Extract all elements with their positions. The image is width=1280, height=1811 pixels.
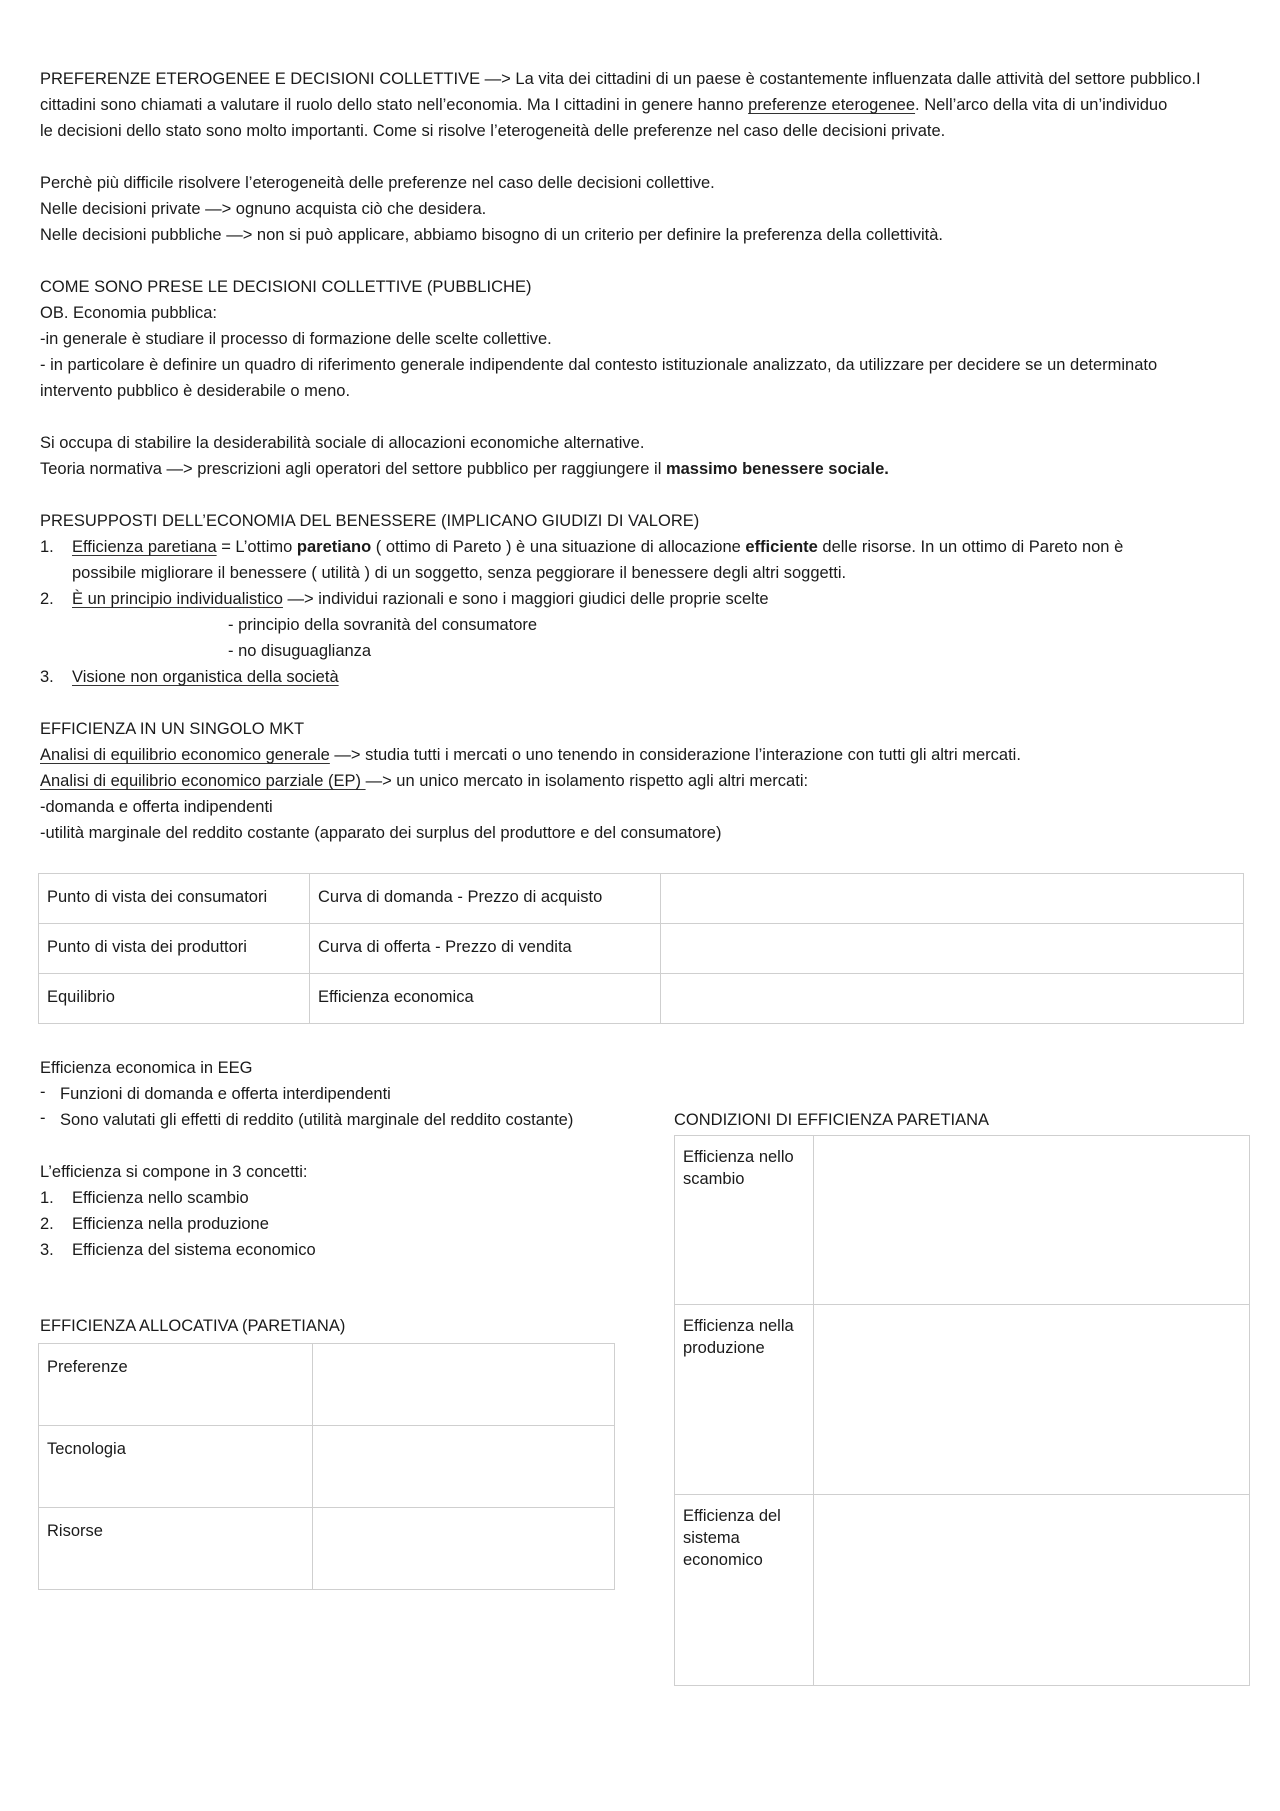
item-text: ( ottimo di Pareto ) è una situazione di allocazione [371,538,746,556]
cell-text: produzione [683,1339,765,1357]
item-text: possibile migliorare il benessere ( utilità ) di un soggetto, senza peggiorare il benessere degli altri soggetti. [72,564,847,582]
bold-term: paretiano [296,538,372,556]
list-item [40,1237,620,1263]
eeg-section [40,1055,620,1263]
underlined-term: Analisi di equilibrio economico generale [40,746,330,764]
item-number: 1. [40,1189,54,1207]
cell-text: scambio [683,1170,745,1188]
social-text: Teoria normativa —> prescrizioni agli operatori del settore pubblico per raggiungere il [40,460,666,478]
table-row [675,1136,1250,1305]
table-cell [814,1136,1250,1305]
item-text: = L’ottimo [216,538,297,556]
social-line-2 [40,456,1245,482]
notes-page [40,66,1245,846]
intro-text: . Nell’arco della vita di un’individuo [915,96,1168,114]
item-text: Efficienza del sistema economico [72,1241,316,1259]
underlined-term: È un principio individualistico [72,590,283,608]
cell-text: Efficienza del [683,1507,781,1525]
market-title: EFFICIENZA IN UN SINGOLO MKT [40,720,305,738]
why-line-1: Perchè più difficile risolvere l’eterogeneità delle preferenze nel caso delle decisioni collettive. [40,174,715,192]
dash-bullet: - [40,1083,46,1101]
item-number: 3. [40,668,54,686]
table-cell [814,1305,1250,1495]
list-item [40,586,1245,664]
table-cell: Equilibrio [39,974,310,1024]
list-item [40,664,1245,690]
item-text: Funzioni di domanda e offerta interdipendenti [60,1085,391,1103]
table-row [39,874,1244,924]
table-cell [313,1426,615,1508]
bold-term: massimo benessere sociale. [665,460,889,478]
conditions-title: CONDIZIONI DI EFFICIENZA PARETIANA [674,1111,990,1129]
table-cell [313,1508,615,1590]
table-cell [661,874,1244,924]
table-row [39,974,1244,1024]
table-cell: Curva di domanda - Prezzo di acquisto [310,874,661,924]
market-line-1 [40,742,1245,768]
list-item [40,1211,620,1237]
table-cell [675,1305,814,1495]
allocative-table [38,1343,615,1590]
why-line-3: Nelle decisioni pubbliche —> non si può applicare, abbiamo bisogno di un criterio per definire la preferenza della collettività. [40,226,943,244]
table-cell [661,924,1244,974]
table-cell: Punto di vista dei produttori [39,924,310,974]
how-line-1: OB. Economia pubblica: [40,304,218,322]
table-cell [675,1495,814,1686]
market-line-3: -domanda e offerta indipendenti [40,798,273,816]
market-text: —> un unico mercato in isolamento rispetto agli altri mercati: [365,772,809,790]
cell-text: Efficienza nella [683,1317,794,1335]
item-text: —> individui razionali e sono i maggiori giudici delle proprie scelte [282,590,769,608]
table-cell: Preferenze [39,1344,313,1426]
item-text: Sono valutati gli effetti di reddito (utilità marginale del reddito costante) [60,1111,574,1129]
intro-line-2 [40,92,1245,118]
bold-term: efficiente [745,538,818,556]
table-cell: Curva di offerta - Prezzo di vendita [310,924,661,974]
table-row [39,1426,615,1508]
table-cell: Risorse [39,1508,313,1590]
dash-bullet: - [40,1109,46,1127]
underlined-term: preferenze eterogenee [748,96,916,114]
market-table [38,873,1244,1024]
table-cell: Punto di vista dei consumatori [39,874,310,924]
table-cell [661,974,1244,1024]
item-text: delle risorse. In un ottimo di Pareto non è [817,538,1124,556]
table-cell [675,1136,814,1305]
item-number: 2. [40,1215,54,1233]
intro-line-3: le decisioni dello stato sono molto importanti. Come si risolve l’eterogeneità delle preferenze nel caso delle decisioni private. [40,122,946,140]
intro-text: cittadini sono chiamati a valutare il ruolo dello stato nell’economia. Ma I cittadini in genere hanno [40,96,749,114]
concepts-list [40,1185,620,1263]
table-row [39,924,1244,974]
cell-text: Efficienza nello [683,1148,794,1166]
underlined-term: Efficienza paretiana [72,538,217,556]
market-line-2 [40,768,1245,794]
underlined-term: Analisi di equilibrio economico parziale (EP) [40,772,366,790]
how-line-2: -in generale è studiare il processo di formazione delle scelte collettive. [40,330,552,348]
social-line-1: Si occupa di stabilire la desiderabilità sociale di allocazioni economiche alternative. [40,434,645,452]
why-line-2: Nelle decisioni private —> ognuno acquista ciò che desidera. [40,200,487,218]
how-line-4: intervento pubblico è desiderabile o meno. [40,382,351,400]
eeg-title: Efficienza economica in EEG [40,1059,253,1077]
table-cell: Efficienza economica [310,974,661,1024]
item-number: 1. [40,538,54,556]
table-row [675,1305,1250,1495]
table-row [39,1508,615,1590]
concepts-intro: L’efficienza si compone in 3 concetti: [40,1163,308,1181]
how-line-3: - in particolare è definire un quadro di riferimento generale indipendente dal contesto istituzionale analizzato, da utilizzare per decidere se un determinato [40,356,1158,374]
list-item [40,1185,620,1211]
table-cell [313,1344,615,1426]
item-text: Efficienza nello scambio [72,1189,249,1207]
list-item [40,1107,620,1133]
table-row [39,1344,615,1426]
item-number: 2. [40,590,54,608]
underlined-term: Visione non organistica della società [72,668,339,686]
item-number: 3. [40,1241,54,1259]
assumptions-title: PRESUPPOSTI DELL’ECONOMIA DEL BENESSERE (IMPLICANO GIUDIZI DI VALORE) [40,512,700,530]
table-row [675,1495,1250,1686]
list-item [40,534,1245,586]
cell-text: economico [683,1551,763,1569]
intro-line-1: PREFERENZE ETEROGENEE E DECISIONI COLLETTIVE —> La vita dei cittadini di un paese è costantemente influenzata dalle attività del settore pubblico.I [40,70,1201,88]
conditions-table [674,1135,1250,1686]
how-title: COME SONO PRESE LE DECISIONI COLLETTIVE (PUBBLICHE) [40,278,532,296]
list-item [40,1081,620,1107]
item-text: Efficienza nella produzione [72,1215,269,1233]
market-line-4: -utilità marginale del reddito costante (apparato dei surplus del produttore e del consumatore) [40,824,722,842]
cell-text: sistema [683,1529,740,1547]
table-cell [814,1495,1250,1686]
sub-item: - no disuguaglianza [228,642,372,660]
market-text: —> studia tutti i mercati o uno tenendo in considerazione l’interazione con tutti gli altri mercati. [329,746,1021,764]
eeg-list [40,1081,620,1133]
allocative-title: EFFICIENZA ALLOCATIVA (PARETIANA) [40,1317,346,1335]
table-cell: Tecnologia [39,1426,313,1508]
assumptions-list [40,534,1245,690]
sub-item: - principio della sovranità del consumatore [228,616,538,634]
